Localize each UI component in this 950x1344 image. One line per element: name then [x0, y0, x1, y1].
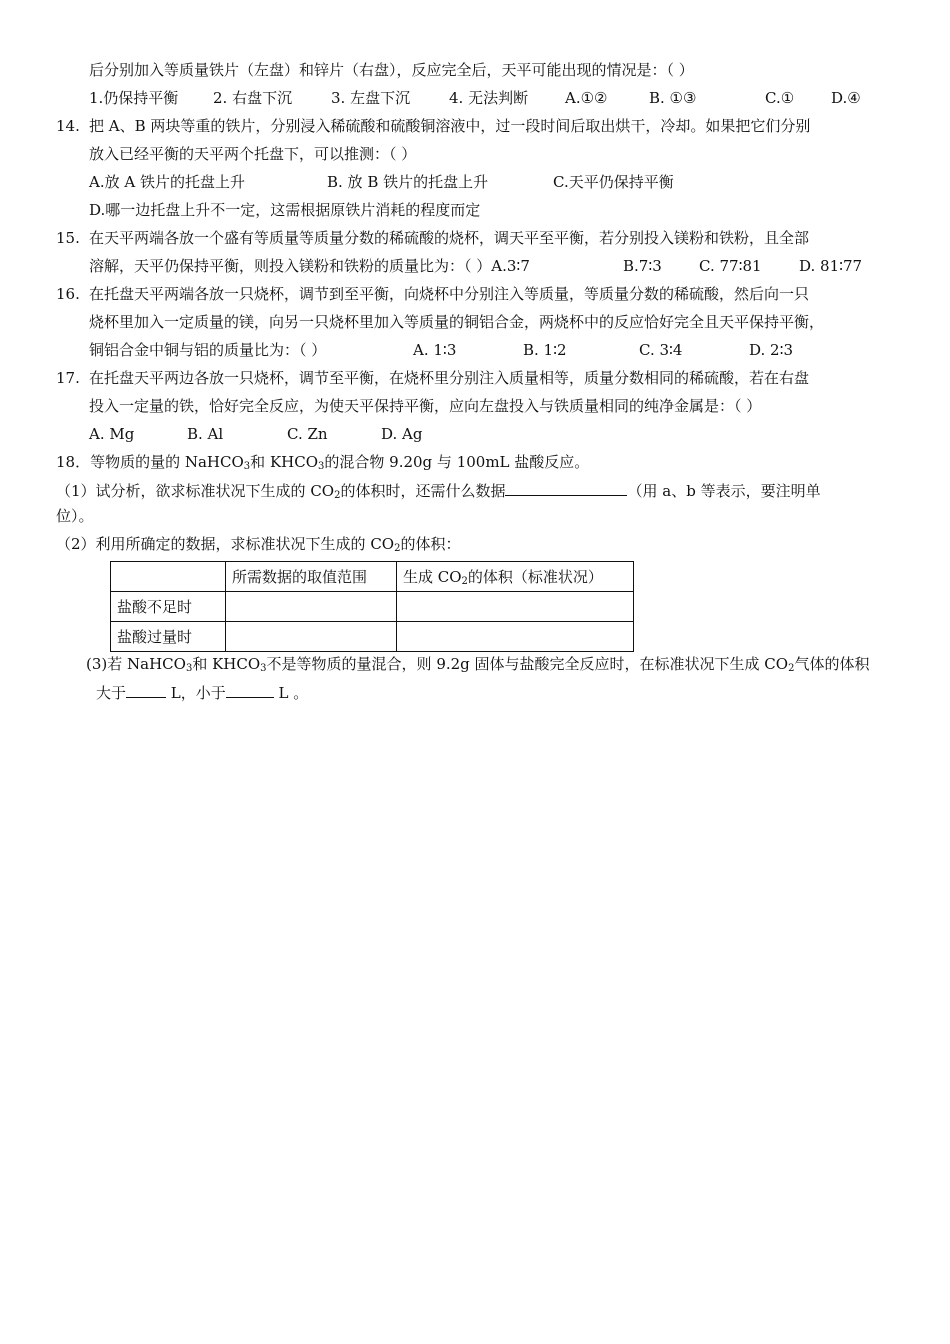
q17-option-d: D. Ag — [381, 425, 423, 443]
q16-stem-line1: 在托盘天平两端各放一只烧杯，调节到至平衡，向烧杯中分别注入等质量，等质量分数的稀硫酸，然后向一只 — [89, 285, 810, 303]
q18-part3-d: 气体的体积 — [794, 655, 870, 673]
q18-stem-b: 和 KHCO — [250, 453, 319, 471]
q13-answer-c: C.① — [765, 89, 795, 107]
q18-part1-c: （用 a、b 等表示，要注明单 — [627, 482, 821, 500]
table-header-row — [111, 562, 634, 592]
q16-number: 16. — [56, 285, 80, 303]
q14-stem-line2: 放入已经平衡的天平两个托盘下，可以推测：（ ） — [89, 145, 417, 163]
q14-number: 14. — [56, 117, 80, 135]
q13-stem: 后分别加入等质量铁片（左盘）和锌片（右盘），反应完全后，天平可能出现的情况是：（ ） — [89, 61, 694, 79]
q14-option-b: B. 放 B 铁片的托盘上升 — [327, 173, 489, 191]
q15-answer-a: 溶解，天平仍保持平衡，则投入镁粉和铁粉的质量比为：（ ）A.3∶7 — [89, 257, 530, 275]
q14-option-c: C.天平仍保持平衡 — [553, 173, 674, 191]
q18-part1 — [56, 480, 821, 506]
table-header-volume-b: 的体积（标准状况） — [467, 568, 603, 586]
q18-sub-3a: 3 — [243, 461, 251, 472]
q18-number: 18． — [56, 453, 91, 471]
q18-part3-b: 和 KHCO — [192, 655, 261, 673]
q14-option-d: D.哪一边托盘上升不一定，这需根据原铁片消耗的程度而定 — [89, 201, 481, 219]
q15-answer-d: D. 81∶77 — [799, 257, 863, 275]
q15-answer-c: C. 77∶81 — [699, 257, 762, 275]
q18-part3-g: L 。 — [273, 684, 309, 702]
q18-part3-sub2: 2 — [788, 663, 795, 674]
q18-part3-a: (3)若 NaHCO — [86, 655, 186, 673]
q18-part1-d: 位）。 — [56, 507, 94, 525]
q18-part3-blank-upper[interactable] — [226, 682, 274, 698]
table-row — [111, 592, 634, 622]
q16-stem-line3-text: 铜铝合金中铜与铝的质量比为：（ ） — [89, 341, 327, 359]
q17-number: 17. — [56, 369, 80, 387]
q13-opt2: 2. 右盘下沉 — [213, 89, 293, 107]
q14-option-a: A.放 A 铁片的托盘上升 — [89, 173, 245, 191]
q17-stem-line1: 在托盘天平两边各放一只烧杯，调节至平衡，在烧杯里分别注入质量相等，质量分数相同的稀硫酸，若在右盘 — [89, 369, 810, 387]
q18-answer-table — [110, 561, 634, 652]
q18-part1-a: （1）试分析，欲求标准状况下生成的 CO — [56, 482, 335, 500]
q13-opt3: 3. 左盘下沉 — [331, 89, 411, 107]
q16-option-d: D. 2∶3 — [749, 341, 794, 359]
q18-stem-c: 的混合物 9.20g 与 100mL 盐酸反应。 — [324, 453, 590, 471]
table-header-volume — [397, 562, 634, 592]
q13-answer-b: B. ①③ — [649, 89, 697, 107]
table-cell-volume-insufficient[interactable] — [397, 592, 634, 622]
q15-stem-line1: 在天平两端各放一个盛有等质量等质量分数的稀硫酸的烧杯，调天平至平衡，若分别投入镁粉和铁粉，且全部 — [89, 229, 810, 247]
table-header-range: 所需数据的取值范围 — [226, 562, 397, 592]
q18-part2-b: 的体积： — [400, 535, 461, 553]
q17-option-c: C. Zn — [287, 425, 328, 443]
table-row-label-excess: 盐酸过量时 — [111, 622, 226, 652]
q18-part3-sub3a: 3 — [185, 663, 193, 674]
q18-sub-3b: 3 — [318, 461, 325, 472]
q14-stem-line1: 把 A、B 两块等重的铁片，分别浸入稀硫酸和硫酸铜溶液中，过一段时间后取出烘干，冷却。如果把它们分别 — [89, 117, 811, 135]
q18-part3-c: 不是等物质的量混合，则 9.2g 固体与盐酸完全反应时，在标准状况下生成 CO — [266, 655, 789, 673]
table-cell-range-excess[interactable] — [226, 622, 397, 652]
table-row-label-insufficient: 盐酸不足时 — [111, 592, 226, 622]
q18-stem — [56, 452, 589, 477]
table-cell-range-insufficient[interactable] — [226, 592, 397, 622]
q18-part2 — [56, 534, 460, 559]
table-header-sub2: 2 — [461, 576, 468, 587]
q18-part1-answer-blank[interactable] — [505, 480, 627, 496]
q18-part3 — [86, 654, 869, 679]
table-row — [111, 622, 634, 652]
q13-opt1: 1.仍保持平衡 — [89, 89, 179, 107]
q15-number: 15. — [56, 229, 80, 247]
q18-part3-e: 大于 — [96, 684, 127, 702]
q18-part3-f: L，小于 — [166, 684, 226, 702]
q16-option-b: B. 1∶2 — [523, 341, 567, 359]
q18-part2-sub2: 2 — [394, 543, 401, 554]
q16-option-a: A. 1∶3 — [413, 341, 457, 359]
q18-part2-a: （2）利用所确定的数据，求标准状况下生成的 CO — [56, 535, 395, 553]
table-cell-volume-excess[interactable] — [397, 622, 634, 652]
q15-answer-b: B.7∶3 — [623, 257, 662, 275]
q18-part3-blank-lower[interactable] — [126, 682, 166, 698]
q13-opt4: 4. 无法判断 — [449, 89, 529, 107]
q13-answer-a: A.①② — [565, 89, 608, 107]
q18-stem-a: 等物质的量的 NaHCO — [90, 453, 244, 471]
q18-part3-sub3b: 3 — [260, 663, 267, 674]
q16-option-c: C. 3∶4 — [639, 341, 683, 359]
table-header-empty — [111, 562, 226, 592]
q18-part1-sub2: 2 — [334, 490, 341, 501]
q13-answer-d: D.④ — [831, 89, 861, 107]
q17-option-b: B. Al — [187, 425, 224, 443]
q16-stem-line2: 烧杯里加入一定质量的镁，向另一只烧杯里加入等质量的铜铝合金，两烧杯中的反应恰好完全且天平保持平衡， — [89, 313, 825, 331]
q18-part3-line2 — [96, 682, 308, 703]
q18-part1-b: 的体积时，还需什么数据 — [340, 482, 506, 500]
q17-option-a: A. Mg — [89, 425, 135, 443]
q17-stem-line2: 投入一定量的铁，恰好完全反应，为使天平保持平衡，应向左盘投入与铁质量相同的纯净金属是：（ ） — [89, 397, 762, 415]
table-header-volume-a: 生成 CO — [403, 568, 462, 586]
